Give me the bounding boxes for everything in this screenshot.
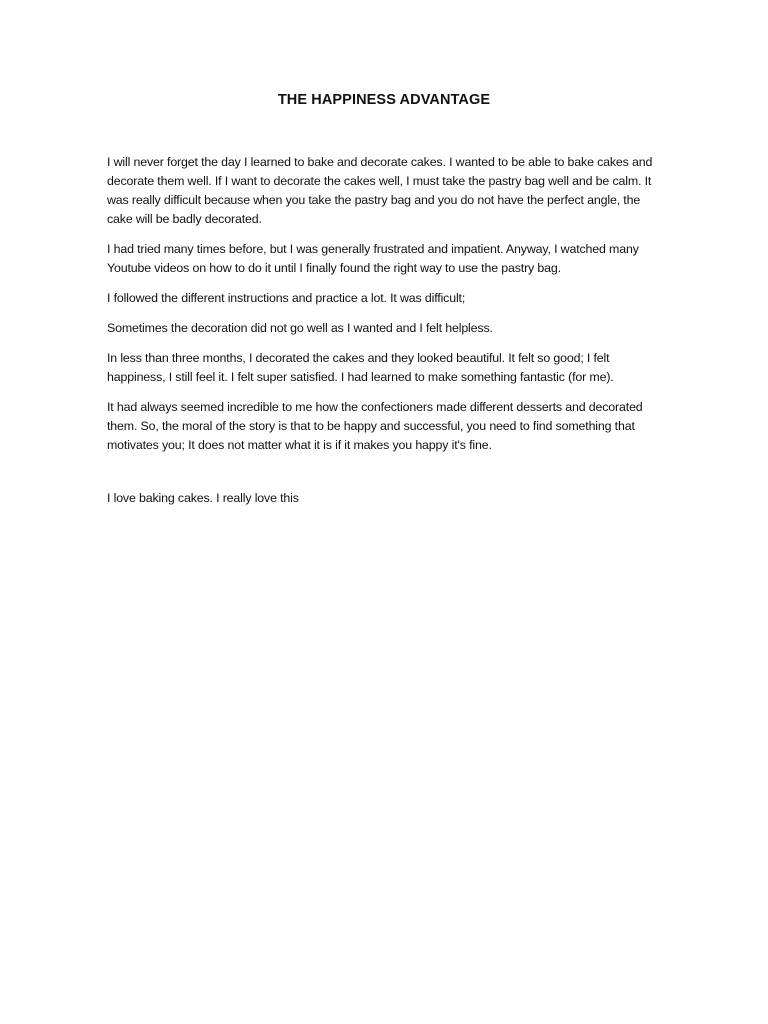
paragraph-4: Sometimes the decoration did not go well as I wanted and I felt helpless. <box>107 321 493 335</box>
paragraph-2: I had tried many times before, but I was generally frustrated and impatient. Anyway, I watched many Youtube videos on how to do it until I finally found the right way to use the pastry bag. <box>107 242 639 275</box>
paragraph-1: I will never forget the day I learned to bake and decorate cakes. I wanted to be able to bake cakes and decorate them well. If I want to decorate the cakes well, I must take the pastry bag well and be calm. It was really difficult because when you take the pastry bag and you do not have the perfect angle, the cake will be badly decorated. <box>107 155 653 226</box>
document-title: THE HAPPINESS ADVANTAGE <box>277 92 491 108</box>
document-body <box>107 153 667 519</box>
paragraph-3: I followed the different instructions and practice a lot. It was difficult; <box>107 291 466 305</box>
paragraph-5: In less than three months, I decorated the cakes and they looked beautiful. It felt so good; I felt happiness, I still feel it. I felt super satisfied. I had learned to make something fantastic (for me). <box>107 351 614 384</box>
closing-line: I love baking cakes. I really love this <box>107 491 299 505</box>
paragraph-6: It had always seemed incredible to me how the confectioners made different desserts and decorated them. So, the moral of the story is that to be happy and successful, you need to find something that motivates you; It does not matter what it is if it makes you happy it's fine. <box>107 400 643 452</box>
